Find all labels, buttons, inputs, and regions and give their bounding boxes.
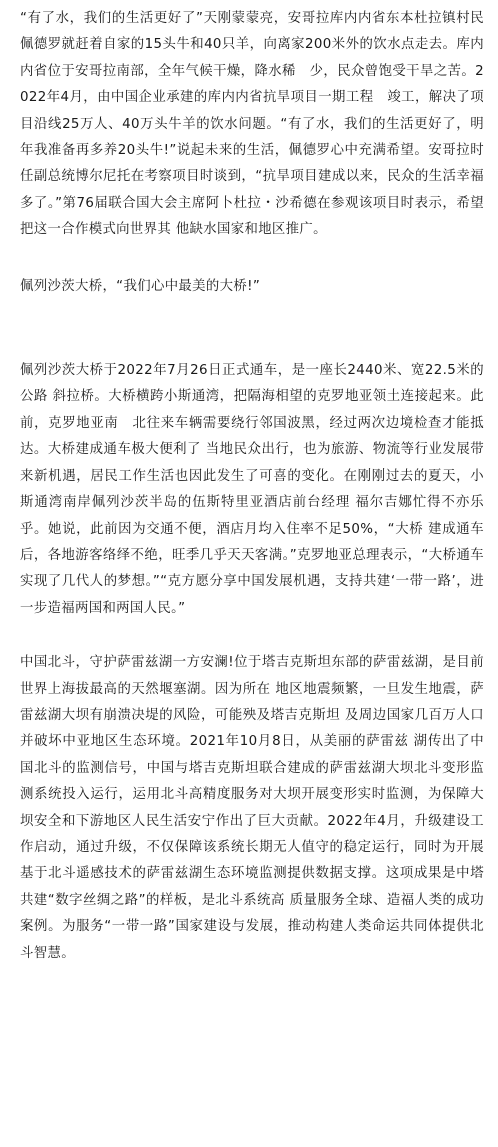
paragraph-angola-drought-project: “有了水，我们的生活更好了”天刚蒙蒙亮，安哥拉库内内省东本杜拉镇村民佩德罗就赶着自家的15头牛和40只羊，向离家200米外的饮水点走去。库内内省位于安哥拉南部，全年气候干燥，降水稀 少，民众曾饱受干旱之苦。2022年4月，由中国企业承建的库内内省抗旱项目一期工程 竣工，解决了项目沿线25万人、40万头牛羊的饮水问题。“有了水，我们的生活更好了，明年我准备再多养20头牛!”说起未来的生活，佩德罗心中充满希望。安哥拉时任副总统博尔尼托在考察项目时谈到，“抗旱项目建成以来，民众的生活幸福多了。”第76届联合国大会主席阿卜杜拉・沙希德在参观该项目时表示，希望把这一合作模式向世界其 他缺水国家和地区推广。: [20, 11, 484, 238]
paragraph-peljesac-bridge: 佩列沙茨大桥于2022年7月26日正式通车，是一座长2440米、宽22.5米的公路 斜拉桥。大桥横跨小斯通湾，把隔海相望的克罗地亚领土连接起来。此前，克罗地亚南 北往来车辆需要绕行邻国波黑，经过两次边境检查才能抵达。大桥建成通车极大便利了 当地民众出行，也为旅游、物流等行业发展带来新机遇，居民工作生活也因此发生了可喜的变化。在刚刚过去的夏天，小斯通湾南岸佩列沙茨半岛的伍斯特里亚酒店前台经理 福尔吉娜忙得不亦乐乎。她说，此前因为交通不便，酒店月均入住率不足50%，“大桥 建成通车后，各地游客络绎不绝，旺季几乎天天客满。”克罗地亚总理表示，“大桥通车 实现了几代人的梦想。”“克方愿分享中国发展机遇，支持共建‘一带一路’，进一步造福两国和两国人民。”: [20, 363, 484, 616]
section-heading-peljesac-bridge: 佩列沙茨大桥，“我们心中最美的大桥!”: [20, 278, 261, 294]
paragraph-beidou-sarez-lake: 中国北斗，守护萨雷兹湖一方安澜!位于塔吉克斯坦东部的萨雷兹湖，是目前世界上海拔最高的天然堰塞湖。因为所在 地区地震频繁，一旦发生地震，萨雷兹湖大坝有崩溃决堤的风险，可能殃及塔吉克斯坦 及周边国家几百万人口并破坏中亚地区生态环境。2021年10月8日，从美丽的萨雷兹 湖传出了中国北斗的监测信号，中国与塔吉克斯坦联合建成的萨雷兹湖大坝北斗变形监 测系统投入运行，运用北斗高精度服务对大坝开展变形实时监测，为保障大坝安全和下游地区人民生活安宁作出了巨大贡献。2022年4月，升级建设工作启动，通过升级，不仅保障该系统长期无人值守的稳定运行，同时为开展基于北斗遥感技术的萨雷兹湖生态环境监测提供数据支撑。这项成果是中塔共建“数字丝绸之路”的样板，是北斗系统高 质量服务全球、造福人类的成功案例。为服务“一带一路”国家建设与发展，推动构建人类命运共同体提供北斗智慧。: [20, 655, 484, 961]
